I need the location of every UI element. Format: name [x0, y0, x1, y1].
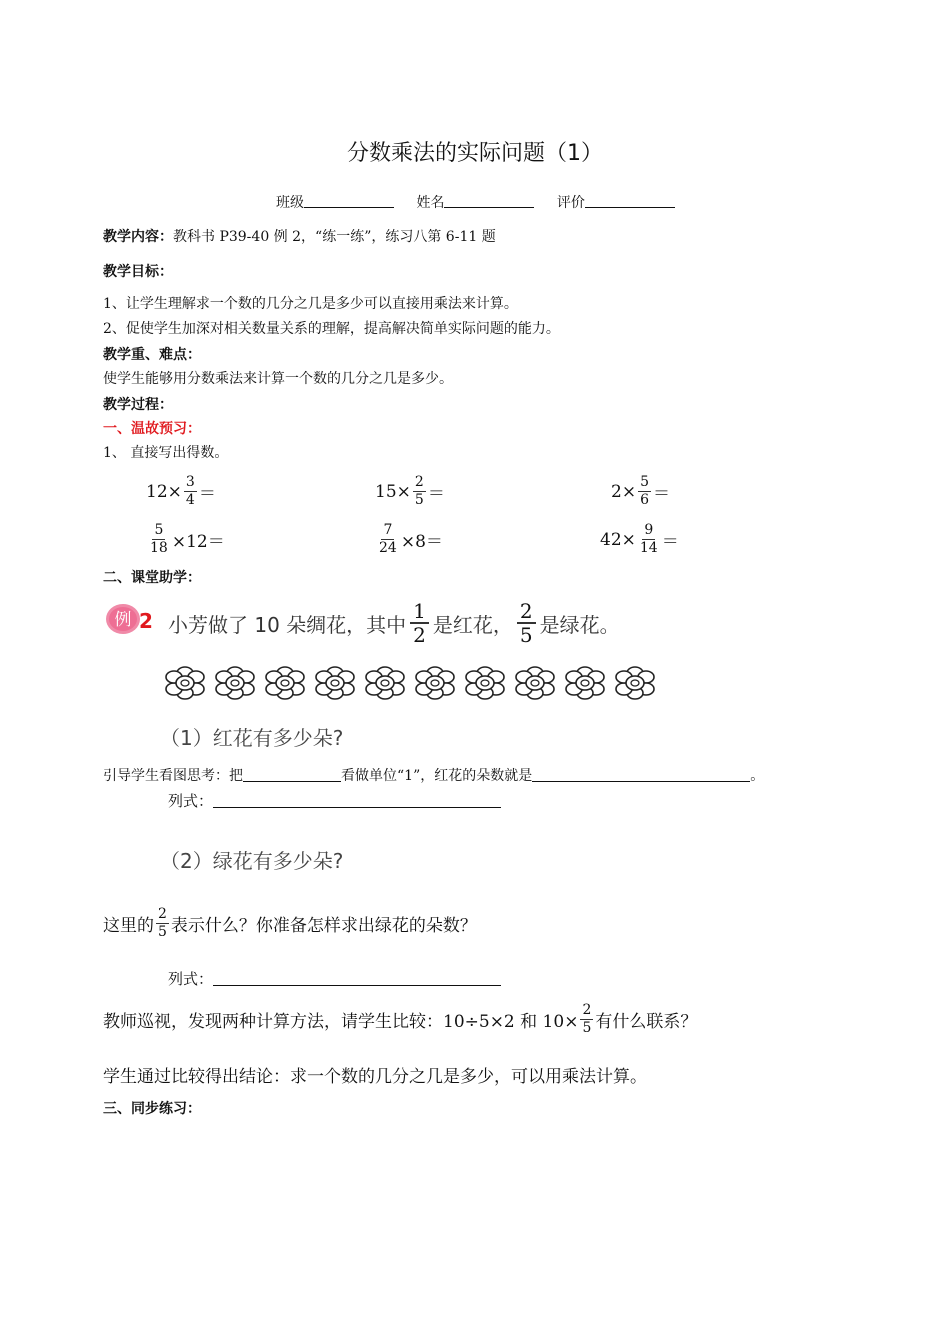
process-heading: 教学过程： — [103, 397, 173, 413]
q2-explain: 这里的 $\frac{2}{5}$ 表示什么？你准备怎样求出绿花的朵数？ — [103, 906, 477, 940]
teaching-content: 教学内容：教科书 P39-40 例 2，“练一练”，练习八第 6-11 题 — [103, 229, 496, 245]
fraction: $\frac{2}{5}$ — [414, 474, 424, 508]
fraction: $\frac{5}{18}$ — [150, 522, 168, 556]
name-blank[interactable] — [444, 193, 534, 208]
flower-icon — [314, 666, 356, 700]
formula-row-2: 列式： — [168, 968, 501, 989]
flower-icon — [364, 666, 406, 700]
goal-item: 2、促使学生加深对相关数量关系的理解，提高解决简单实际问题的能力。 — [103, 321, 560, 337]
conclusion: 学生通过比较得出结论：求一个数的几分之几是多少，可以用乘法计算。 — [103, 1067, 647, 1087]
exercise-item: $\frac{5}{18}$ ×12＝ — [150, 522, 225, 556]
eval-blank[interactable] — [585, 193, 675, 208]
exercise-item: 12× $\frac{3}{4}$ ＝ — [146, 474, 216, 508]
flower-icon — [164, 666, 206, 700]
section2-heading: 二、课堂助学： — [103, 570, 201, 586]
formula-blank[interactable] — [213, 792, 501, 808]
fraction: $\frac{2}{5}$ — [158, 906, 167, 940]
flower-icon — [214, 666, 256, 700]
teacher-text: 教师巡视，发现两种计算方法，请学生比较：10÷5×2 和 10× $\frac{2}{5}$ 有什么联系？ — [103, 1002, 698, 1036]
badge-num: 2 — [139, 609, 153, 633]
goal-item: 1、让学生理解求一个数的几分之几是多少可以直接用乘法来计算。 — [103, 296, 518, 312]
class-label: 班级 — [276, 195, 304, 211]
flower-icon — [414, 666, 456, 700]
key-heading: 教学重、难点： — [103, 347, 201, 363]
badge-char: 例 — [114, 610, 132, 630]
question-2: （2）绿花有多少朵? — [160, 849, 344, 873]
unit-blank[interactable] — [243, 766, 341, 782]
fraction: $\frac{1}{2}$ — [410, 600, 429, 646]
exercise-item: 42× $\frac{9}{14}$ ＝ — [600, 522, 679, 556]
section1-heading: 一、温故预习： — [103, 421, 201, 437]
fraction: $\frac{2}{5}$ — [582, 1002, 592, 1036]
flower-row — [164, 666, 656, 700]
class-blank[interactable] — [304, 193, 394, 208]
exercise-item: 15× $\frac{2}{5}$ ＝ — [375, 474, 445, 508]
section1-item: 1、 直接写出得数。 — [103, 445, 229, 461]
example-badge-icon — [104, 602, 154, 636]
section3-heading: 三、同步练习： — [103, 1101, 201, 1117]
exercise-item: 2× $\frac{5}{6}$ ＝ — [611, 474, 670, 508]
flower-icon — [614, 666, 656, 700]
exercise-item: $\frac{7}{24}$ ×8＝ — [379, 522, 443, 556]
flower-icon — [464, 666, 506, 700]
fraction: $\frac{3}{4}$ — [185, 474, 195, 508]
key-text: 使学生能够用分数乘法来计算一个数的几分之几是多少。 — [103, 371, 453, 387]
formula-blank[interactable] — [213, 970, 501, 986]
red-count-blank[interactable] — [532, 766, 750, 782]
student-info — [276, 192, 693, 212]
formula-row-1: 列式： — [168, 790, 501, 811]
question-1: （1）红花有多少朵? — [160, 726, 344, 750]
guide-text: 引导学生看图思考：把 看做单位“1”，红花的朵数就是 。 — [103, 768, 765, 784]
fraction: $\frac{2}{5}$ — [517, 600, 536, 646]
flower-icon — [264, 666, 306, 700]
fraction: $\frac{9}{14}$ — [639, 522, 658, 556]
flower-icon — [514, 666, 556, 700]
eval-label: 评价 — [556, 195, 585, 211]
name-label: 姓名 — [416, 195, 445, 211]
example-statement: 小芳做了 10 朵绸花，其中 $\frac{1}{2}$ 是红花， $\frac{2}{5}$ 是绿花。 — [168, 599, 620, 647]
flower-icon — [564, 666, 606, 700]
fraction: $\frac{5}{6}$ — [640, 474, 649, 508]
page-title: 分数乘法的实际问题（1） — [347, 141, 603, 166]
goals-heading: 教学目标： — [103, 264, 173, 280]
fraction: $\frac{7}{24}$ — [379, 522, 397, 556]
